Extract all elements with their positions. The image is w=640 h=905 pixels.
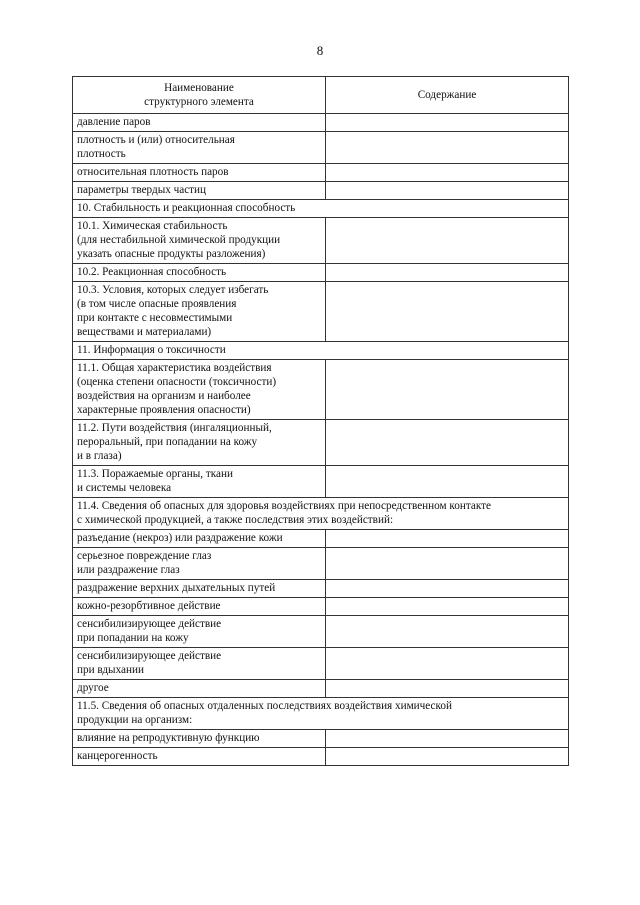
element-name-cell: другое — [73, 680, 326, 698]
table-row — [73, 132, 569, 164]
table-row — [73, 748, 569, 766]
content-cell — [326, 282, 569, 342]
table-header-row — [73, 77, 569, 114]
table-row — [73, 648, 569, 680]
table-row — [73, 680, 569, 698]
table-row — [73, 730, 569, 748]
element-name-cell: сенсибилизирующее действие при попадании на кожу — [73, 616, 326, 648]
table-row — [73, 264, 569, 282]
table-row — [73, 548, 569, 580]
table-row — [73, 530, 569, 548]
table-row — [73, 466, 569, 498]
content-cell — [326, 164, 569, 182]
table-row — [73, 164, 569, 182]
element-name-cell: разъедание (некроз) или раздражение кожи — [73, 530, 326, 548]
header-name-column: Наименование структурного элемента — [73, 77, 326, 114]
content-cell — [326, 598, 569, 616]
content-cell — [326, 580, 569, 598]
content-cell — [326, 616, 569, 648]
element-name-cell: относительная плотность паров — [73, 164, 326, 182]
element-name-cell: давление паров — [73, 114, 326, 132]
content-cell — [326, 730, 569, 748]
element-name-cell: влияние на репродуктивную функцию — [73, 730, 326, 748]
content-cell — [326, 648, 569, 680]
table-row — [73, 616, 569, 648]
content-cell — [326, 182, 569, 200]
element-name-cell: раздражение верхних дыхательных путей — [73, 580, 326, 598]
table-row — [73, 182, 569, 200]
element-name-cell: сенсибилизирующее действие при вдыхании — [73, 648, 326, 680]
table-body — [73, 114, 569, 766]
element-name-cell: серьезное повреждение глаз или раздражение глаз — [73, 548, 326, 580]
element-name-cell: параметры твердых частиц — [73, 182, 326, 200]
content-cell — [326, 420, 569, 466]
element-name-cell: 11.2. Пути воздействия (ингаляционный, пероральный, при попадании на кожу и в глаза) — [73, 420, 326, 466]
table-row — [73, 282, 569, 342]
content-cell — [326, 748, 569, 766]
element-name-cell: 11.1. Общая характеристика воздействия (оценка степени опасности (токсичности) воздействия на организм и наиболее характерные проявления опасности) — [73, 360, 326, 420]
structure-table — [72, 76, 569, 766]
element-name-cell: 10.3. Условия, которых следует избегать (в том числе опасные проявления при контакте с несовместимыми веществами и материалами) — [73, 282, 326, 342]
table-section-row — [73, 698, 569, 730]
content-cell — [326, 218, 569, 264]
content-cell — [326, 132, 569, 164]
element-name-cell: 10.1. Химическая стабильность (для нестабильной химической продукции указать опасные продукты разложения) — [73, 218, 326, 264]
content-cell — [326, 264, 569, 282]
element-name-cell: 10.2. Реакционная способность — [73, 264, 326, 282]
element-name-cell: кожно-резорбтивное действие — [73, 598, 326, 616]
table-row — [73, 360, 569, 420]
content-cell — [326, 680, 569, 698]
table-section-row — [73, 342, 569, 360]
section-heading: 10. Стабильность и реакционная способность — [73, 200, 569, 218]
table-section-row — [73, 200, 569, 218]
content-cell — [326, 360, 569, 420]
section-heading: 11.5. Сведения об опасных отдаленных последствиях воздействия химической продукции на организм: — [73, 698, 569, 730]
table-row — [73, 598, 569, 616]
section-heading: 11.4. Сведения об опасных для здоровья воздействиях при непосредственном контакте с химической продукцией, а также последствия этих воздействий: — [73, 498, 569, 530]
content-cell — [326, 466, 569, 498]
content-cell — [326, 530, 569, 548]
element-name-cell: плотность и (или) относительная плотность — [73, 132, 326, 164]
section-heading: 11. Информация о токсичности — [73, 342, 569, 360]
table-section-row — [73, 498, 569, 530]
table-row — [73, 580, 569, 598]
table-row — [73, 114, 569, 132]
content-cell — [326, 548, 569, 580]
page-number: 8 — [316, 43, 324, 58]
content-cell — [326, 114, 569, 132]
table-row — [73, 420, 569, 466]
element-name-cell: канцерогенность — [73, 748, 326, 766]
table-row — [73, 218, 569, 264]
element-name-cell: 11.3. Поражаемые органы, ткани и системы человека — [73, 466, 326, 498]
header-content-column: Содержание — [326, 77, 569, 114]
